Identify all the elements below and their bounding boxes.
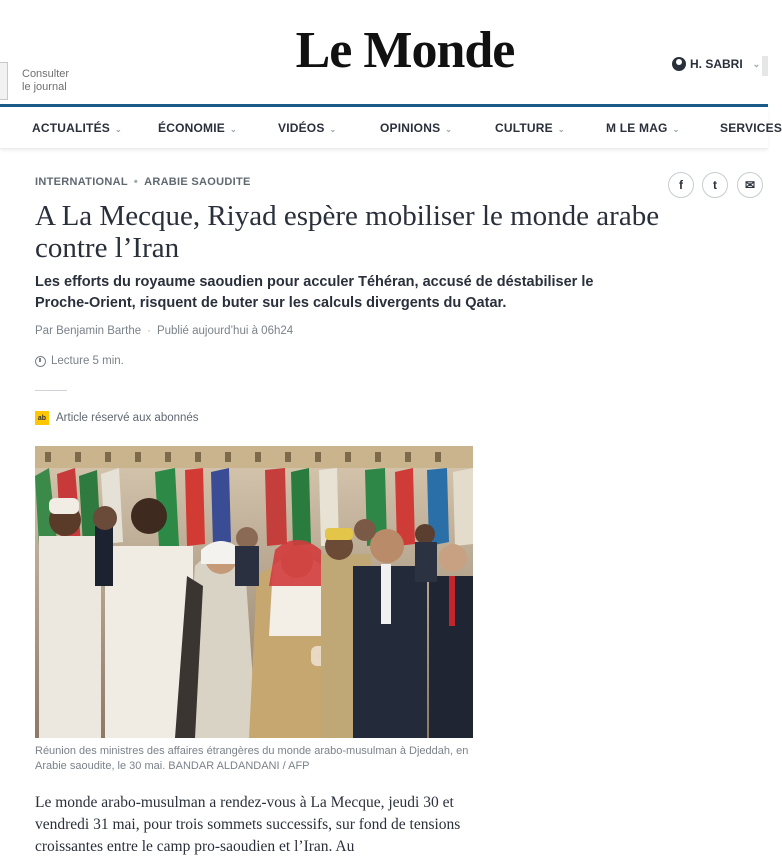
reading-time-label: Lecture 5 min. [51,355,124,367]
subscriber-badge-icon: ab [35,411,49,425]
nav-item-opinions[interactable] [380,121,452,135]
consult-journal-link[interactable] [22,68,69,94]
subscriber-note: Article réservé aux abonnés [56,412,199,424]
photo-illustration [35,446,473,738]
breadcrumb-separator: • [133,176,139,188]
chevron-down-icon: ⌄ [672,125,680,134]
nav-item-culture[interactable] [495,121,565,135]
share-facebook-button[interactable] [668,172,694,198]
nav-label: CULTURE [495,121,553,135]
nav-item-videos[interactable] [278,121,336,135]
user-name: H. SABRI [690,57,743,71]
photo-caption: Réunion des ministres des affaires étrangères du monde arabo-musulman à Djeddah, en Arabie saoudite, le 30 mai. BANDAR ALDANDANI / AFP [35,745,469,772]
user-avatar-icon [672,57,686,71]
breadcrumb [35,176,251,188]
le-monde-logo[interactable]: Le Monde [295,22,515,79]
meta-separator: · [147,325,151,337]
chevron-down-icon: ⌄ [445,125,453,134]
nav-item-actualites[interactable] [32,121,122,135]
share-email-button[interactable] [737,172,763,198]
chevron-down-icon: ⌄ [229,125,237,134]
consult-line-1: Consulter [22,68,70,80]
breadcrumb-international[interactable]: INTERNATIONAL [35,176,128,188]
facebook-icon: f [679,178,683,192]
subscriber-notice [35,411,199,425]
nav-item-economie[interactable] [158,121,237,135]
site-header [0,0,768,105]
article-standfirst: Les efforts du royaume saoudien pour acculer Téhéran, accusé de déstabiliser le Proche-Orient, risquent de buter sur les calculs divergents du Qatar. [35,274,594,311]
main-navigation [0,107,782,149]
author-link[interactable]: Par Benjamin Barthe [35,325,142,337]
twitter-icon: t [713,178,717,192]
nav-item-services[interactable] [720,121,782,135]
clock-icon [35,356,46,367]
nav-label: OPINIONS [380,121,441,135]
breadcrumb-arabie-saoudite[interactable]: ARABIE SAOUDITE [144,176,251,188]
email-icon: ✉ [744,178,756,192]
consult-line-2: le journal [22,81,67,93]
article-body: Le monde arabo-musulman a rendez-vous à La Mecque, jeudi 30 et vendredi 31 mai, pour trois sommets successifs, sur fond de tensions croissantes entre le camp pro-saoudien et l’Iran. Au [35,794,461,855]
chevron-down-icon: ⌄ [752,58,761,69]
reading-time [35,355,124,367]
article-title: A La Mecque, Riyad espère mobiliser le monde arabe contre l’Iran [35,200,660,264]
divider [35,390,67,391]
nav-item-m-le-mag[interactable] [606,121,680,135]
chevron-down-icon: ⌄ [329,125,337,134]
newspaper-thumbnail-icon[interactable] [0,62,8,100]
nav-label: M LE MAG [606,121,668,135]
chevron-down-icon: ⌄ [557,125,565,134]
header-edge [762,56,768,76]
nav-label: VIDÉOS [278,121,325,135]
article-photo[interactable] [35,446,473,738]
chevron-down-icon: ⌄ [115,125,122,134]
user-menu[interactable] [672,57,760,71]
article-meta [35,325,293,337]
nav-label: ÉCONOMIE [158,121,225,135]
nav-label: SERVICES [720,121,782,135]
nav-label: ACTUALITÉS [32,121,110,135]
publish-date: Publié aujourd’hui à 06h24 [156,325,294,337]
share-twitter-button[interactable] [702,172,728,198]
